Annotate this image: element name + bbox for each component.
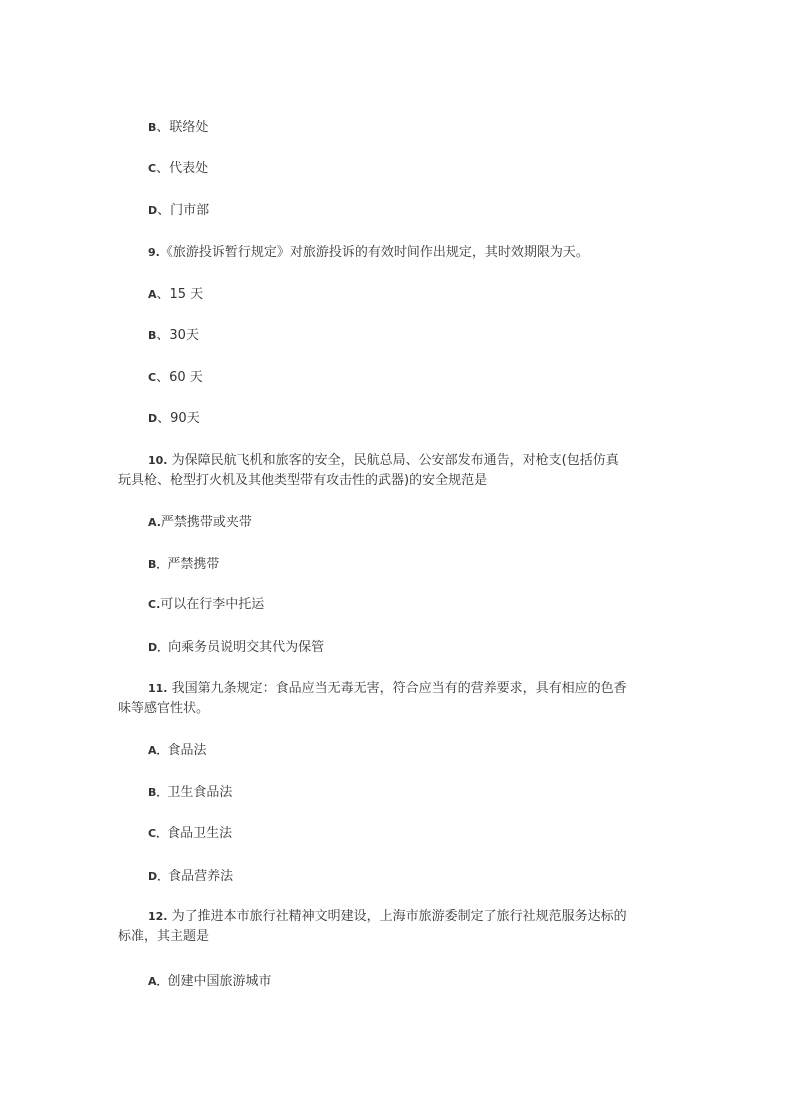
question-number: 11. bbox=[148, 682, 168, 695]
separator: 、 bbox=[157, 411, 171, 426]
separator: 、 bbox=[156, 161, 170, 176]
q12-question bbox=[118, 907, 678, 947]
option-text: 卫生食品法 bbox=[167, 785, 233, 800]
option-label: C bbox=[148, 162, 157, 175]
q11-question bbox=[118, 679, 678, 719]
option-label: A． bbox=[148, 975, 168, 988]
option-text: 30天 bbox=[169, 328, 199, 343]
q9-question bbox=[148, 243, 589, 263]
separator: 、 bbox=[156, 287, 170, 302]
q10-option-c bbox=[148, 595, 264, 615]
option-text: 60 天 bbox=[169, 370, 203, 385]
q11-option-c bbox=[148, 824, 232, 844]
option-text: 创建中国旅游城市 bbox=[167, 974, 272, 989]
q10-option-b bbox=[148, 555, 219, 575]
option-label: B bbox=[148, 329, 157, 342]
q10-option-d bbox=[148, 638, 324, 658]
q9-option-d bbox=[148, 409, 200, 429]
question-number: 12. bbox=[148, 910, 168, 923]
option-label: D bbox=[148, 412, 158, 425]
option-label: D． bbox=[148, 870, 169, 883]
q9-option-c bbox=[148, 368, 203, 388]
q10-question bbox=[118, 451, 678, 491]
option-text: 90天 bbox=[170, 411, 200, 426]
option-text: 严禁携带 bbox=[167, 557, 220, 572]
question-text-continued: 味等感官性状。 bbox=[118, 701, 210, 716]
option-label: C． bbox=[148, 827, 168, 840]
question-text: 我国第九条规定：食品应当无毒无害，符合应当有的营养要求，具有相应的色香 bbox=[167, 681, 627, 696]
option-label: B． bbox=[148, 786, 168, 799]
q11-option-d bbox=[148, 867, 233, 887]
separator: 、 bbox=[156, 328, 170, 343]
option-text: 15 天 bbox=[169, 287, 204, 302]
question-number: 10. bbox=[148, 454, 168, 467]
option-label: A bbox=[148, 288, 157, 301]
option-label: B． bbox=[148, 558, 168, 571]
q10-option-a bbox=[148, 513, 252, 533]
question-text: 为保障民航飞机和旅客的安全，民航总局、公安部发布通告，对枪支(包括仿真 bbox=[167, 453, 619, 468]
question-text: 《旅游投诉暂行规定》对旅游投诉的有效时间作出规定，其时效期限为天。 bbox=[159, 245, 589, 260]
option-text: 代表处 bbox=[169, 161, 209, 176]
question-number: 9. bbox=[148, 246, 160, 259]
option-label: A． bbox=[148, 744, 168, 757]
q8-option-b bbox=[148, 118, 208, 138]
q12-option-a bbox=[148, 972, 272, 992]
option-label: C bbox=[148, 371, 157, 384]
question-text: 为了推进本市旅行社精神文明建设，上海市旅游委制定了旅行社规范服务达标的 bbox=[167, 909, 627, 924]
separator: 、 bbox=[157, 203, 171, 218]
option-label: D． bbox=[148, 641, 169, 654]
q8-option-d bbox=[148, 201, 209, 221]
option-text: 门市部 bbox=[170, 203, 210, 218]
question-text-continued: 标准，其主题是 bbox=[118, 929, 210, 944]
option-label: D bbox=[148, 204, 158, 217]
separator: 、 bbox=[156, 120, 170, 135]
option-text: 食品卫生法 bbox=[167, 826, 233, 841]
question-text-continued: 玩具枪、枪型打火机及其他类型带有攻击性的武器)的安全规范是 bbox=[118, 473, 488, 488]
q9-option-b bbox=[148, 326, 199, 346]
option-text: 联络处 bbox=[169, 120, 209, 135]
q8-option-c bbox=[148, 159, 208, 179]
option-text: 严禁携带或夹带 bbox=[160, 515, 252, 530]
option-label: C. bbox=[148, 598, 161, 611]
separator: 、 bbox=[156, 370, 170, 385]
q11-option-b bbox=[148, 783, 232, 803]
option-text: 食品法 bbox=[167, 743, 207, 758]
q9-option-a bbox=[148, 285, 203, 305]
q11-option-a bbox=[148, 741, 207, 761]
option-label: A. bbox=[148, 516, 161, 529]
option-text: 食品营养法 bbox=[168, 869, 234, 884]
option-text: 向乘务员说明交其代为保管 bbox=[168, 640, 325, 655]
option-label: B bbox=[148, 121, 157, 134]
option-text: 可以在行李中托运 bbox=[160, 597, 265, 612]
